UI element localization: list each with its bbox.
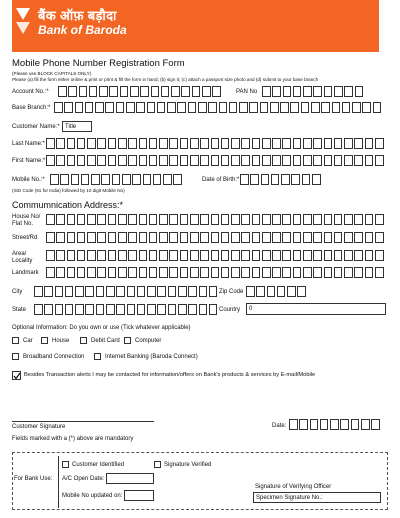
computer-label: Computer xyxy=(135,338,162,344)
last-name-label: Last Name:* xyxy=(12,141,46,147)
customer-identified-checkbox[interactable] xyxy=(62,461,69,468)
state-label: State xyxy=(12,307,27,313)
date-field[interactable] xyxy=(289,419,382,430)
last-name-field[interactable] xyxy=(46,138,385,149)
customer-signature-label: Customer Signature xyxy=(12,424,66,430)
bank-logo-icon xyxy=(14,6,32,36)
city-field[interactable] xyxy=(34,286,219,297)
first-name-field[interactable] xyxy=(46,155,385,166)
house-label-2: Flat No. xyxy=(12,221,34,227)
ac-open-date-label: A/C Open Date: xyxy=(62,476,105,482)
area-label-1: Area/ xyxy=(12,251,27,257)
dob-label: Date of Birth:* xyxy=(202,177,240,183)
landmark-field[interactable] xyxy=(46,267,385,278)
mobile-updated-field[interactable] xyxy=(124,490,154,501)
house-checkbox[interactable] xyxy=(41,337,48,344)
country-label: Country xyxy=(219,307,241,313)
bank-use-divider xyxy=(58,456,59,508)
mandatory-note: Fields marked with a (*) above are mandatory xyxy=(12,436,134,442)
house-label-1: House No/ xyxy=(12,214,41,220)
street-label: Street/Rd xyxy=(12,235,38,241)
zip-code-field[interactable] xyxy=(246,286,308,297)
landmark-label: Landmark xyxy=(12,270,39,276)
internet-banking-label: Internet Banking (Baroda Connect) xyxy=(105,354,198,360)
street-field[interactable] xyxy=(46,232,385,243)
consent-text: Besides Transaction alerts I may be contacted for information/offers on Bank's products & services by E-mail/Mobile xyxy=(24,372,316,378)
form-title: Mobile Phone Number Registration Form xyxy=(12,58,185,69)
account-no-label: Account No.:* xyxy=(12,89,49,95)
city-label: City xyxy=(12,289,23,295)
base-branch-field[interactable] xyxy=(54,102,383,113)
car-label: Car xyxy=(23,338,33,344)
customer-identified-label: Customer Identified xyxy=(72,462,125,468)
signature-verified-checkbox[interactable] xyxy=(154,461,161,468)
note-capitals: (Please use BLOCK CAPITALS ONLY) xyxy=(12,71,92,76)
internet-banking-checkbox[interactable] xyxy=(94,353,101,360)
car-checkbox[interactable] xyxy=(12,337,19,344)
debit-card-checkbox[interactable] xyxy=(80,337,87,344)
country-field[interactable]: 0 xyxy=(246,303,386,315)
ac-open-date-field[interactable] xyxy=(106,473,154,484)
state-field[interactable] xyxy=(34,304,219,315)
pan-no-field[interactable] xyxy=(262,86,365,97)
area-label-2: Locality xyxy=(12,258,33,264)
base-branch-label: Base Branch:* xyxy=(12,105,51,111)
mobile-no-field[interactable] xyxy=(50,174,184,185)
brand-hindi: बैंक ऑफ़ बड़ौदा xyxy=(38,8,117,23)
account-no-field[interactable] xyxy=(58,86,223,97)
mobile-updated-label: Mobile No updated on: xyxy=(62,493,123,499)
specimen-signature-field[interactable]: Specimen Signature No.: xyxy=(253,492,381,503)
broadband-checkbox[interactable] xyxy=(12,353,19,360)
debit-card-label: Debit Card xyxy=(91,338,120,344)
signature-verified-label: Signature Verified xyxy=(164,462,212,468)
computer-checkbox[interactable] xyxy=(124,337,131,344)
title-field[interactable]: Title xyxy=(62,121,92,132)
dob-field[interactable] xyxy=(240,174,322,185)
verifying-officer-label: Signature of Verifying Officer xyxy=(255,484,332,490)
area-field[interactable] xyxy=(46,250,385,261)
broadband-label: Broadband Connection xyxy=(23,354,85,360)
customer-name-label: Customer Name:* xyxy=(12,124,60,130)
zip-code-label: Zip Code xyxy=(219,289,244,295)
consent-checkbox[interactable] xyxy=(12,371,21,380)
brand-english: Bank of Baroda xyxy=(38,23,127,37)
signature-line xyxy=(12,421,154,422)
house-no-field[interactable] xyxy=(46,214,385,225)
bank-use-label: For Bank Use: xyxy=(14,476,53,482)
first-name-label: First Name:* xyxy=(12,158,46,164)
pan-no-label: PAN No xyxy=(236,89,258,95)
optional-heading: Optional Information: Do you own or use (Tick whatever applicable) xyxy=(12,325,191,331)
house-label: House xyxy=(52,338,70,344)
mobile-no-label: Mobile No.:* xyxy=(12,177,45,183)
date-label: Date: xyxy=(272,423,287,429)
note-instructions: Please (a) fill the form either online & print or print & fill the form in hand; (b) sign it; (c) attach a passport size photo and (d) submit to your base branch xyxy=(12,77,319,82)
isd-note: (ISD Code (91 for India) followed by 10 digit Mobile No) xyxy=(12,188,125,193)
address-heading: Commumnication Address:* xyxy=(12,200,124,210)
checkmark-icon xyxy=(13,372,21,380)
